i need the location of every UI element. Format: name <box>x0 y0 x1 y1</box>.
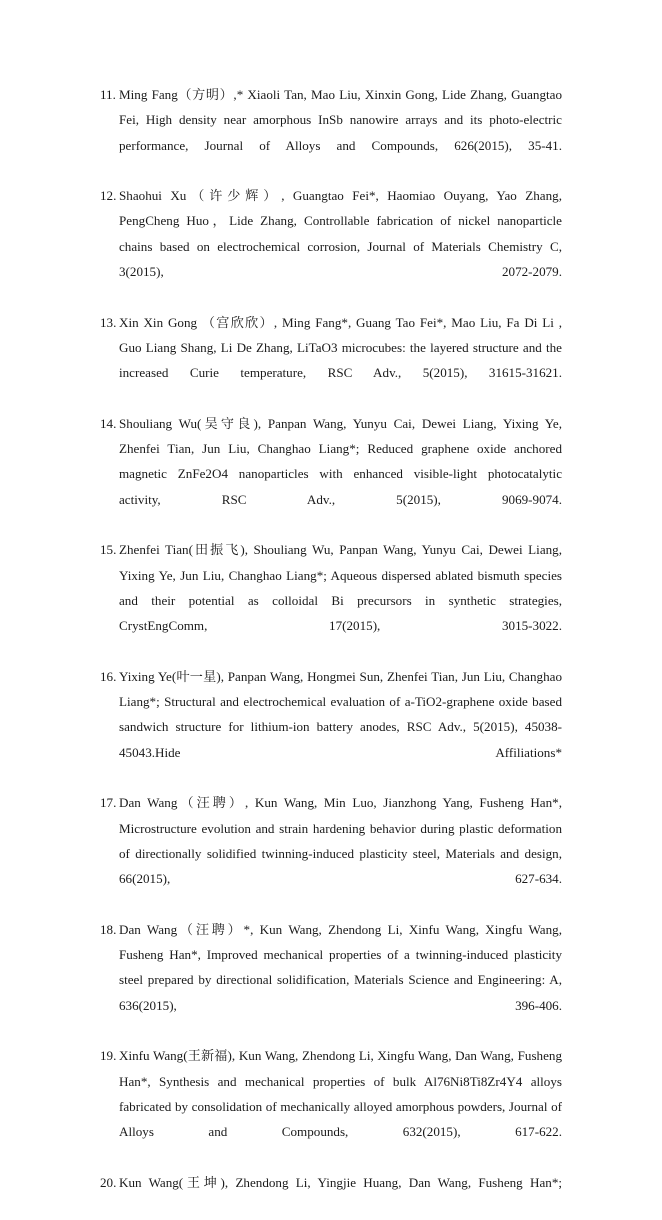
reference-item <box>100 183 562 309</box>
reference-number: 13. <box>100 314 117 330</box>
reference-list <box>100 82 562 1220</box>
reference-text: Yixing Ye(叶一星), Panpan Wang, Hongmei Sun, Zhenfei Tian, Jun Liu, Changhao Liang*; Structural and electrochemical evaluation of a-TiO2-graphene oxide based sandwich structure for lithium-ion battery anodes, RSC Adv., 5(2015), 45038-45043.Hide Affiliations* <box>119 668 562 760</box>
reference-text: Xinfu Wang(王新福), Kun Wang, Zhendong Li, Xingfu Wang, Dan Wang, Fusheng Han*, Synthesis and mechanical properties of bulk Al76Ni8Ti8Zr4Y4 alloys fabricated by consolidation of mechanically alloyed amorphous powders, Journal of Alloys and Compounds, 632(2015), 617-622. <box>119 1048 562 1140</box>
reference-number: 19. <box>100 1048 117 1064</box>
reference-item <box>100 411 562 537</box>
reference-item <box>100 1043 562 1169</box>
reference-text: Shouliang Wu(吴守良), Panpan Wang, Yunyu Cai, Dewei Liang, Yixing Ye, Zhenfei Tian, Jun Liu, Changhao Liang*; Reduced graphene oxide anchored magnetic ZnFe2O4 nanoparticles with enhanced visible-light photocatalytic activity, RSC Adv., 5(2015), 9069-9074. <box>119 415 562 507</box>
reference-item <box>100 310 562 411</box>
reference-item <box>100 82 562 183</box>
reference-item <box>100 537 562 663</box>
reference-item <box>100 790 562 916</box>
reference-number: 15. <box>100 542 117 558</box>
reference-item <box>100 1170 562 1220</box>
reference-item <box>100 664 562 790</box>
reference-text: Shaohui Xu（许少辉）, Guangtao Fei*, Haomiao Ouyang, Yao Zhang, PengCheng Huo，Lide Zhang, Controllable fabrication of nickel nanoparticle chains based on electrochemical corrosion, Journal of Materials Chemistry C, 3(2015), 2072-2079. <box>119 188 562 280</box>
reference-text: Kun Wang(王坤), Zhendong Li, Yingjie Huang, Dan Wang, Fusheng Han*; <box>119 1174 562 1190</box>
reference-number: 17. <box>100 795 117 811</box>
reference-text: Zhenfei Tian(田振飞), Shouliang Wu, Panpan Wang, Yunyu Cai, Dewei Liang, Yixing Ye, Jun Liu, Changhao Liang*; Aqueous dispersed ablated bismuth species and their potential as colloidal Bi precursors in synthetic strategies, CrystEngComm, 17(2015), 3015-3022. <box>119 542 562 634</box>
reference-text: Ming Fang（方明）,* Xiaoli Tan, Mao Liu, Xinxin Gong, Lide Zhang, Guangtao Fei, High density near amorphous InSb nanowire arrays and its photo-electric performance, Journal of Alloys and Compounds, 626(2015), 35-41. <box>119 87 562 153</box>
reference-number: 16. <box>100 668 117 684</box>
reference-number: 18. <box>100 921 117 937</box>
reference-number: 20. <box>100 1174 117 1190</box>
reference-number: 14. <box>100 415 117 431</box>
reference-number: 11. <box>100 87 116 102</box>
reference-text: Dan Wang（汪聘）, Kun Wang, Min Luo, Jianzhong Yang, Fusheng Han*, Microstructure evolution and strain hardening behavior during plastic deformation of directionally solidified twinning-induced plasticity steel, Materials and design, 66(2015), 627-634. <box>119 795 562 887</box>
reference-number: 12. <box>100 188 117 204</box>
reference-text: Dan Wang（汪聘）*, Kun Wang, Zhendong Li, Xinfu Wang, Xingfu Wang, Fusheng Han*, Improved mechanical properties of a twinning-induced plasticity steel prepared by directional solidification, Materials Science and Engineering: A, 636(2015), 396-406. <box>119 921 562 1013</box>
reference-text: Xin Xin Gong （宫欣欣）, Ming Fang*, Guang Tao Fei*, Mao Liu, Fa Di Li , Guo Liang Shang, Li De Zhang, LiTaO3 microcubes: the layered structure and the increased Curie temperature, RSC Adv., 5(2015), 31615-31621. <box>119 314 562 381</box>
